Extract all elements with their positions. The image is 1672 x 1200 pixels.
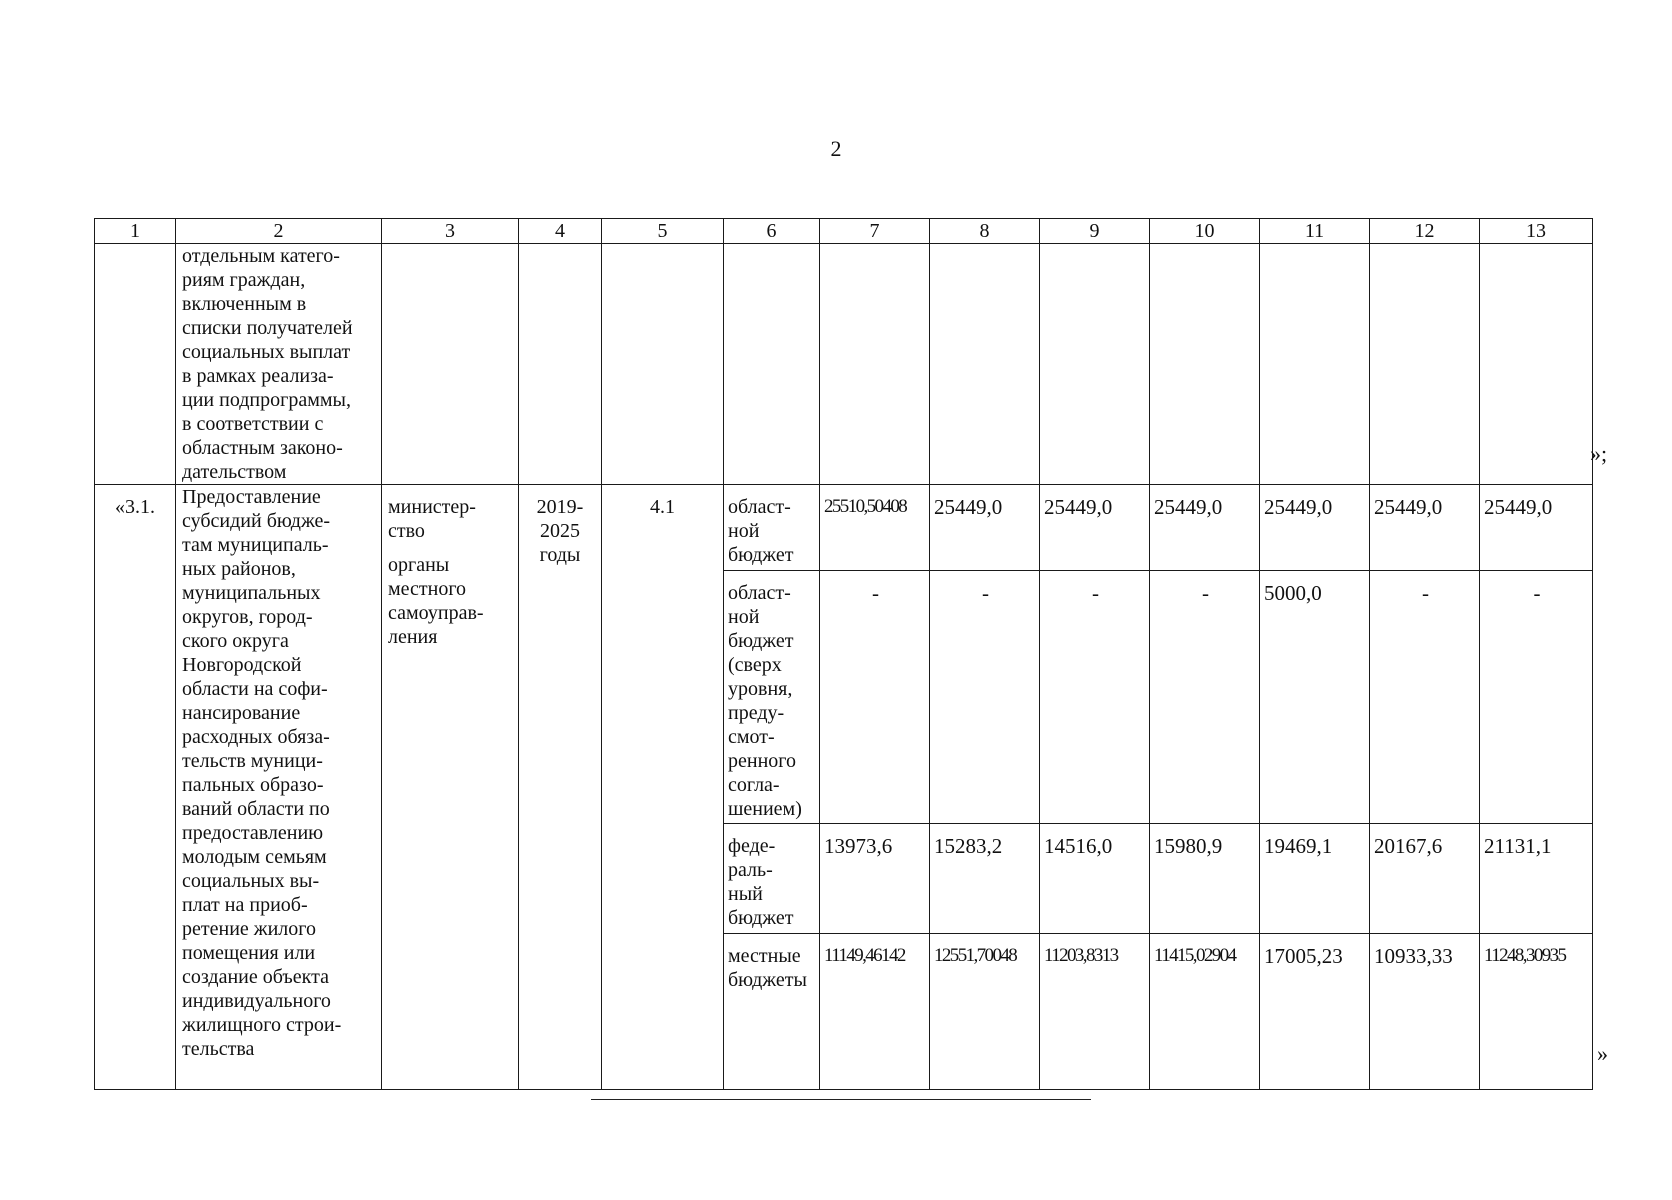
row-description-text: Предоставление субсидий бюдже- там муниципаль- ных районов, муниципальных округов, город- ского округа Новгородской области на софи- нансирование расходных обяза- тельств муници- пальных образо- ваний области по предоставлению молодым семьям социальных вы- плат на приоб- ретение жилого помещения или создание объекта индивидуального жилищного строи- тельства	[182, 486, 342, 1060]
source-name	[724, 571, 820, 824]
value-cell: -	[1480, 571, 1593, 824]
row-executor	[382, 485, 519, 1090]
empty-cell	[1150, 244, 1260, 485]
empty-cell	[95, 244, 176, 485]
value-cell: 25449,0	[1480, 485, 1593, 571]
budget-table	[94, 218, 1593, 1090]
value-cell: 25449,0	[1040, 485, 1150, 571]
continuation-row	[95, 244, 1593, 485]
value-cell: 17005,23	[1260, 934, 1370, 1090]
source-row	[95, 485, 1593, 571]
empty-cell	[602, 244, 724, 485]
header-cell: 10	[1150, 219, 1260, 244]
row-description	[176, 485, 382, 1090]
value-cell: -	[1370, 571, 1480, 824]
header-cell: 5	[602, 219, 724, 244]
header-cell: 13	[1480, 219, 1593, 244]
value-cell: 10933,33	[1370, 934, 1480, 1090]
value-cell: 11248,30935	[1480, 934, 1593, 1090]
source-name	[724, 485, 820, 571]
continuation-text	[176, 244, 382, 485]
empty-cell	[930, 244, 1040, 485]
empty-cell	[820, 244, 930, 485]
header-cell: 9	[1040, 219, 1150, 244]
header-cell: 2	[176, 219, 382, 244]
empty-cell	[1040, 244, 1150, 485]
page-number: 2	[830, 136, 842, 161]
source-name	[724, 934, 820, 1090]
value-cell: 15283,2	[930, 824, 1040, 934]
header-cell: 6	[724, 219, 820, 244]
value-cell: -	[1150, 571, 1260, 824]
value-cell: 12551,70048	[930, 934, 1040, 1090]
value-cell: 25510,50408	[820, 485, 930, 571]
header-cell: 3	[382, 219, 519, 244]
continuation-text-content: отдельным катего- риям граждан, включенным в списки получателей социальных выплат в рамках реализа- ции подпрограммы, в соответствии с областным законо- дательством	[182, 245, 353, 483]
row-period	[519, 485, 602, 1090]
header-cell: 1	[95, 219, 176, 244]
value-cell: 25449,0	[1260, 485, 1370, 571]
empty-cell	[519, 244, 602, 485]
value-cell: 13973,6	[820, 824, 930, 934]
continuation-closing-quote: »;	[1590, 441, 1608, 466]
header-cell: 7	[820, 219, 930, 244]
value-cell: 15980,9	[1150, 824, 1260, 934]
horizontal-rule	[591, 1099, 1091, 1100]
header-cell: 12	[1370, 219, 1480, 244]
header-cell: 4	[519, 219, 602, 244]
empty-cell	[382, 244, 519, 485]
row-period-text: 2019- 2025 годы	[536, 496, 584, 566]
empty-cell	[724, 244, 820, 485]
executor-ministry: министер- ство	[388, 496, 476, 542]
row-number: «3.1.	[95, 485, 176, 1090]
source-name-text: феде- раль- ный бюджет	[728, 835, 794, 929]
header-cell: 11	[1260, 219, 1370, 244]
source-name-text: област- ной бюджет (сверх уровня, преду- смот- ренного согла- шением)	[728, 582, 802, 820]
source-name-text: област- ной бюджет	[728, 496, 794, 566]
value-cell: -	[820, 571, 930, 824]
executor-local-government: органы местного самоуправ- ления	[388, 554, 484, 648]
value-cell: 14516,0	[1040, 824, 1150, 934]
value-cell: 11203,8313	[1040, 934, 1150, 1090]
empty-cell	[1260, 244, 1370, 485]
value-cell: 25449,0	[930, 485, 1040, 571]
value-cell: 25449,0	[1370, 485, 1480, 571]
value-cell: 19469,1	[1260, 824, 1370, 934]
empty-cell	[1480, 244, 1593, 485]
row-target: 4.1	[602, 485, 724, 1090]
value-cell: 11415,02904	[1150, 934, 1260, 1090]
header-cell: 8	[930, 219, 1040, 244]
value-cell: -	[930, 571, 1040, 824]
source-name-text: местные бюджеты	[728, 945, 807, 991]
empty-cell	[1370, 244, 1480, 485]
value-cell: -	[1040, 571, 1150, 824]
value-cell: 11149,46142	[820, 934, 930, 1090]
value-cell: 25449,0	[1150, 485, 1260, 571]
header-row	[95, 219, 1593, 244]
value-cell: 21131,1	[1480, 824, 1593, 934]
value-cell: 20167,6	[1370, 824, 1480, 934]
source-name	[724, 824, 820, 934]
row-closing-quote: »	[1597, 1041, 1608, 1066]
value-cell: 5000,0	[1260, 571, 1370, 824]
